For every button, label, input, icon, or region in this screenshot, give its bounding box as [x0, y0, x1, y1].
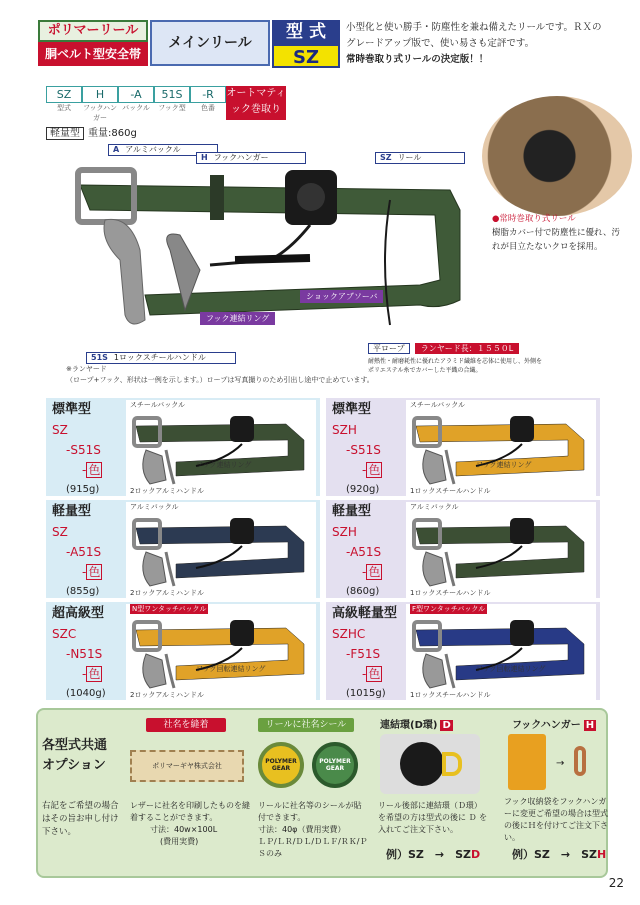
reel-closeup-photo: [482, 96, 632, 216]
reel-seal-yellow: POLYMER GEAR: [258, 742, 304, 788]
variant-ring-label: フック回転連結リング: [196, 665, 266, 673]
variant-panel: 高級軽量型 SZHC -F51S - 色 (1015g) F型ワンタッチバックル フック回転連結リング 1ロックスチールハンドル: [326, 600, 600, 700]
main-product-image: [60, 140, 480, 360]
weight-info: 軽量型 重量:860g: [46, 124, 137, 139]
variant-weight: (920g): [346, 484, 380, 495]
callout-buckle: A アルミバックル: [108, 144, 218, 156]
variant-weight: (1015g): [346, 688, 386, 699]
variant-code: SZC: [52, 627, 77, 641]
variant-ring-label: フック連結リング: [196, 461, 252, 469]
lanyard-note: ※ランヤード （ロープ+フック、形状は一例を示します。）ロープは写真撮りのため引出し途中で止めています。: [66, 365, 374, 384]
variant-handle-label: 1ロックスチールハンドル: [410, 589, 491, 597]
variant-type: 標準型: [332, 402, 372, 417]
page-number: 22: [608, 876, 624, 890]
intro-text: 小型化と使い勝手・防塵性を兼ね備えたリールです。ＲＸの グレードアップ版で、使い易さも定評です。 常時巻取り式リールの決定版！！: [346, 22, 602, 65]
variant-weight: (855g): [66, 586, 100, 597]
option-d-text: リール後部に連結環（Ｄ環）を希望の方は型式の後に Ｄ を入れてご注文下さい。: [378, 801, 488, 834]
category-sublabel: 胴ベルト型安全帯: [38, 42, 148, 66]
callout-hook-ring: フック連結リング: [200, 312, 275, 325]
variant-ring-label: フック連結リング: [476, 461, 532, 469]
variant-handle-label: 2ロックアルミハンドル: [130, 691, 205, 699]
variant-panel: 標準型 SZ -S51S - 色 (915g) スチールバックル フック連結リング 2ロックアルミハンドル: [46, 396, 320, 496]
variant-handle-label: 1ロックスチールハンドル: [410, 487, 491, 495]
variant-type: 超高級型: [52, 606, 105, 621]
variant-photo: [126, 400, 316, 496]
callout-hanger: H フックハンガー: [196, 152, 306, 164]
callout-shock-absorber: ショックアブソーバ: [300, 290, 383, 303]
option-seal-text: リールに社名等のシールが貼付できます。 寸法：40φ（費用実費） ＬＰ/ＬＲ/ＤＬ/ＤＬＦ/ＲＫ/ＰＳのみ: [258, 801, 368, 858]
variant-photo: [126, 502, 316, 598]
option-name-title: 社名を縫着: [146, 718, 226, 732]
variant-type: 高級軽量型: [332, 606, 398, 621]
callout-handle: 51S 1ロックスチールハンドル: [86, 352, 236, 364]
variant-ring-label: フック回転連結リング: [476, 665, 546, 673]
variant-code: SZHC: [332, 627, 366, 641]
callout-reel: SZ リール: [375, 152, 465, 164]
reel-note: ●常時巻取り式リール 樹脂カバー付で防塵性に優れ、汚れが目立たないクロを採用。: [492, 214, 621, 252]
variant-photo: [406, 400, 596, 496]
variant-buckle-label: スチールバックル: [130, 401, 186, 409]
rope-info: 平ロープ ランヤード長：１５５０L 耐熱性・耐磨耗性に優れたアラミド繊維を芯体に使用し、外側を ポリエステル糸でカバーした平織の合繊。: [368, 344, 543, 374]
reel-seal-green: POLYMER GEAR: [312, 742, 358, 788]
variant-panel: 軽量型 SZ -A51S - 色 (855g) アルミバックル 2ロックアルミハンドル: [46, 498, 320, 598]
option-h-example: 例）SZ → SZH: [512, 848, 607, 861]
option-d-title: 連結環(D環) D: [380, 720, 451, 731]
variant-weight: (860g): [346, 586, 380, 597]
category-label: ポリマーリール: [38, 20, 148, 42]
hook-hanger-photo: →: [504, 732, 604, 794]
options-heading: 各型式共通 オプション: [42, 738, 108, 773]
variant-photo: [406, 502, 596, 598]
variant-buckle-label: スチールバックル: [410, 401, 466, 409]
variant-panel: 軽量型 SZH -A51S - 色 (860g) アルミバックル 1ロックスチールハンドル: [326, 498, 600, 598]
option-h-title: フックハンガー H: [512, 720, 595, 731]
product-type: メインリール: [150, 20, 270, 66]
variant-code: SZH: [332, 525, 357, 539]
model-label: 型 式: [272, 20, 340, 44]
variant-code: SZ: [52, 423, 68, 437]
name-plate: ポリマーギヤ株式会社: [130, 750, 244, 782]
option-h-text: フック収納袋をフックハンガーに変更ご希望の場合は型式の後にＨを付けてご注文下さい。: [504, 797, 608, 842]
variant-buckle-label: アルミバックル: [130, 503, 179, 511]
options-desc: 右記をご希望の場合はその旨お申し付け下さい。: [42, 801, 119, 837]
variant-handle-label: 2ロックアルミハンドル: [130, 487, 205, 495]
variant-type: 標準型: [52, 402, 92, 417]
variant-type: 軽量型: [52, 504, 92, 519]
variant-type: 軽量型: [332, 504, 372, 519]
variant-code: SZ: [52, 525, 68, 539]
variant-buckle-label: N型ワンタッチバックル: [132, 605, 207, 613]
option-name-text: レザーに社名を印刷したものを縫着することができます。 寸法：40w×100L (費用実費): [130, 801, 250, 846]
variant-handle-label: 1ロックスチールハンドル: [410, 691, 491, 699]
model-code-breakdown: SZ 型式 H フックハンガー -A バックル 51S フック型 -R 色番 オートマティック巻取り: [46, 86, 286, 123]
variant-code: SZH: [332, 423, 357, 437]
variant-photo: [126, 604, 316, 700]
variant-weight: (915g): [66, 484, 100, 495]
variant-buckle-label: F型ワンタッチバックル: [412, 605, 486, 613]
variant-panel: 超高級型 SZC -N51S - 色 (1040g) N型ワンタッチバックル フック回転連結リング 2ロックアルミハンドル: [46, 600, 320, 700]
d-ring-photo: [380, 734, 480, 794]
variant-buckle-label: アルミバックル: [410, 503, 459, 511]
variant-panel: 標準型 SZH -S51S - 色 (920g) スチールバックル フック連結リング 1ロックスチールハンドル: [326, 396, 600, 496]
model-code: SZ: [272, 44, 340, 68]
auto-retract-badge: オートマティック巻取り: [226, 86, 286, 120]
option-d-example: 例）SZ → SZD: [386, 848, 481, 861]
harness-illustration: [60, 140, 480, 360]
variant-weight: (1040g): [66, 688, 106, 699]
option-seal-title: リールに社名シール: [258, 718, 354, 732]
variant-handle-label: 2ロックアルミハンドル: [130, 589, 205, 597]
variant-photo: [406, 604, 596, 700]
